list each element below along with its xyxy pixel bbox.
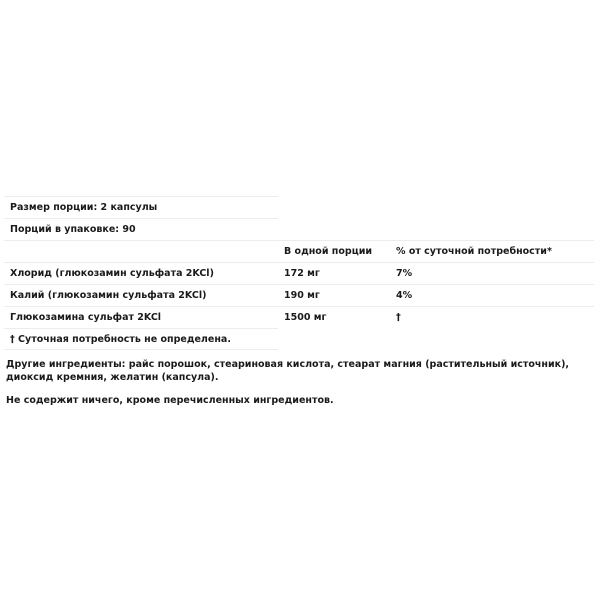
serving-size-row [4,196,278,218]
header-amount: В одной порции [284,246,373,257]
nutrient-name: Калий (глюкозамин сульфата 2KCl) [10,290,207,301]
nutrient-amount: 190 мг [284,290,320,301]
servings-per-container-row [4,218,278,240]
header-daily-value: % от суточной потребности* [396,246,552,257]
table-row [4,306,594,328]
nutrient-daily-value: 4% [396,290,413,301]
nutrient-name: Глюкозамина сульфат 2KCl [10,312,162,323]
table-header-row [4,240,594,262]
disclaimer: Не содержит ничего, кроме перечисленных ингредиентов. [6,395,334,406]
supplement-facts-table [4,196,594,350]
table-row [4,284,594,306]
nutrient-amount: 172 мг [284,268,320,279]
ingredients-section [6,358,596,417]
footnote-row [4,328,278,350]
other-ingredients: Другие ингредиенты: райс порошок, стеариновая кислота, стеарат магния (растительный источник), диоксид кремния, желатин (капсула). [6,359,570,383]
nutrient-daily-value: † [396,312,401,323]
nutrient-daily-value: 7% [396,268,413,279]
footnote: † Суточная потребность не определена. [10,333,231,345]
table-row [4,262,594,284]
nutrient-amount: 1500 мг [284,312,327,323]
serving-size: Размер порции: 2 капсулы [10,202,158,213]
nutrient-name: Хлорид (глюкозамин сульфата 2KCl) [10,268,214,279]
servings-per-container: Порций в упаковке: 90 [10,224,136,235]
